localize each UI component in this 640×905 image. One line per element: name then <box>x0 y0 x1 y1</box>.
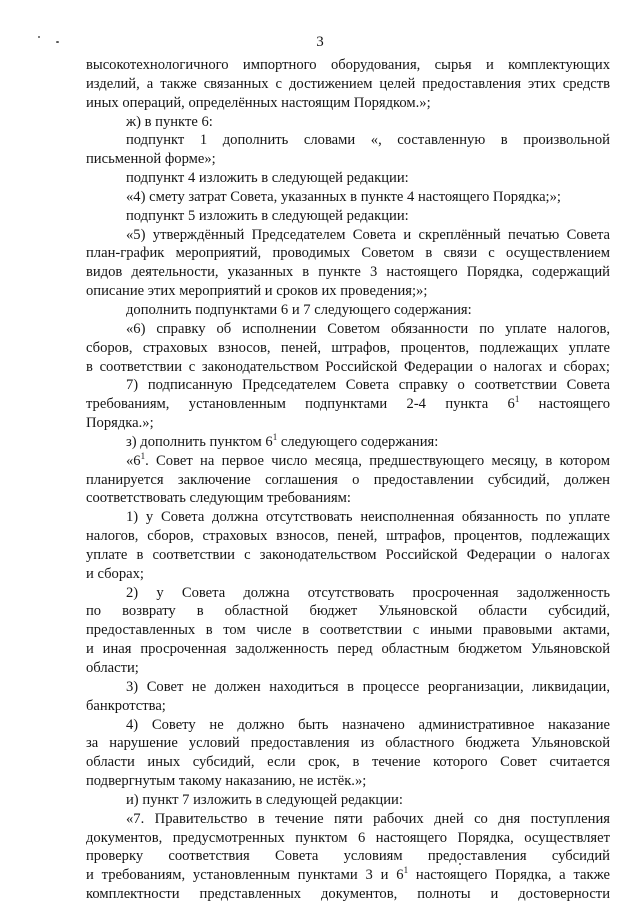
text-line-content: сборов, страховых взносов, пеней, штрафов, процентов, подлежащих уплате <box>86 339 610 356</box>
text-line <box>86 527 610 546</box>
text-line-content: области иных субсидий, если срок, в течение которого Совет считается <box>86 754 610 771</box>
superscript: 1 <box>272 432 278 442</box>
text-line-content: и) пункт 7 изложить в следующей редакции: <box>126 791 403 808</box>
text-line-content: «7. Правительство в течение пяти рабочих дней со дня поступления <box>126 810 610 827</box>
text-line-content: з) дополнить пунктом 6 <box>126 433 273 450</box>
text-line <box>86 772 610 791</box>
text-line-content: за нарушение условий предоставления из областного бюджета Ульяновской <box>86 735 610 752</box>
text-line-content: ж) в пункте 6: <box>126 113 213 130</box>
text-line-content: комплектности представленных документов, полноты и достоверности <box>86 886 610 903</box>
superscript: 1 <box>514 395 520 405</box>
text-line <box>86 584 610 603</box>
text-line <box>86 471 610 490</box>
text-line-content: и сборах; <box>86 565 144 582</box>
text-line <box>86 885 610 904</box>
text-line <box>86 847 610 866</box>
text-line-content: настоящего Порядка, а также <box>408 867 610 884</box>
text-line-content: налогов, сборов, страховых взносов, пеней, штрафов, процентов, подлежащих <box>86 528 610 545</box>
text-line <box>86 602 610 621</box>
text-line <box>86 188 610 207</box>
text-line-content: 1) у Совета должна отсутствовать неисполненная обязанность по уплате <box>126 509 610 526</box>
text-line <box>86 244 610 263</box>
text-line-content: высокотехнологичного импортного оборудования, сырья и комплектующих <box>86 57 610 73</box>
text-line <box>86 282 610 301</box>
text-line-content: 3) Совет не должен находиться в процессе реорганизации, ликвидации, <box>126 678 610 695</box>
document-body <box>86 56 610 904</box>
text-line <box>86 829 610 848</box>
text-line-content: изделий, а также связанных с достижением целей предоставления этих средств <box>86 75 610 92</box>
text-line <box>86 226 610 245</box>
text-line-content: по возврату в областной бюджет Ульяновской области субсидий, <box>86 603 610 620</box>
text-line <box>86 678 610 697</box>
text-line <box>86 565 610 584</box>
text-line <box>86 207 610 226</box>
text-line <box>86 452 610 471</box>
text-line-content: 2) у Совета должна отсутствовать просроченная задолженность <box>126 584 610 601</box>
text-line-content: планируется заключение соглашения о предоставлении субсидий, должен <box>86 471 610 488</box>
text-line-content: подвергнутым такому наказанию, не истёк.»; <box>86 773 367 790</box>
text-line-content: план-график мероприятий, проводимых Советом в связи с осуществлением <box>86 245 610 262</box>
text-line <box>86 716 610 735</box>
text-line-content: уплате в соответствии с законодательством Российской Федерации о налогах <box>86 546 610 563</box>
text-line <box>86 791 610 810</box>
text-line-content: 4) Совету не должно быть назначено административное наказание <box>126 716 610 733</box>
text-line <box>86 546 610 565</box>
superscript: 1 <box>140 451 146 461</box>
text-line-content: 7) подписанную Председателем Совета справку о соответствии Совета <box>126 377 610 394</box>
text-line <box>86 395 610 414</box>
text-line-content: «4) смету затрат Совета, указанных в пункте 4 настоящего Порядка;»; <box>126 188 561 205</box>
text-line <box>86 753 610 772</box>
text-line-content: описание этих мероприятий и сроков их проведения;»; <box>86 283 428 300</box>
text-line <box>86 113 610 132</box>
text-line <box>86 320 610 339</box>
text-line-content: настоящего <box>519 396 610 413</box>
text-line-content: соответствовать следующим требованиям: <box>86 490 351 507</box>
text-line-content: «6 <box>126 452 141 469</box>
text-line <box>86 358 610 377</box>
text-line-content: подпункт 4 изложить в следующей редакции: <box>126 170 409 187</box>
text-line-content: подпункт 1 дополнить словами «, составленную в произвольной <box>126 132 610 149</box>
text-line-content: области; <box>86 660 139 676</box>
text-line <box>86 697 610 716</box>
text-line <box>86 131 610 150</box>
text-line-content: «6) справку об исполнении Советом обязанности по уплате налогов, <box>126 320 610 337</box>
text-line-content: . Совет на первое число месяца, предшествующего месяцу, в котором <box>145 452 610 469</box>
text-line-content: проверку соответствия Совета условиям предоставления субсидий <box>86 848 610 865</box>
text-line <box>86 263 610 282</box>
text-line <box>86 376 610 395</box>
text-line <box>86 75 610 94</box>
text-line-content: подпункт 5 изложить в следующей редакции: <box>126 207 409 224</box>
text-line <box>86 659 610 678</box>
text-line-content: в соответствии с законодательством Российской Федерации о налогах и сборах; <box>86 358 610 375</box>
text-line <box>86 94 610 113</box>
text-line <box>86 56 610 75</box>
text-line-content: следующего содержания: <box>277 433 439 450</box>
text-line-content: «5) утверждённый Председателем Совета и скреплённый печатью Совета <box>126 226 610 243</box>
text-line <box>86 489 610 508</box>
text-line-content: документов, предусмотренных пунктом 6 настоящего Порядка, осуществляет <box>86 829 610 846</box>
text-line <box>86 414 610 433</box>
text-line-content: банкротства; <box>86 697 166 714</box>
text-line <box>86 150 610 169</box>
text-line <box>86 810 610 829</box>
text-line-content: и иная просроченная задолженность перед областным бюджетом Ульяновской <box>86 641 610 658</box>
text-line <box>86 508 610 527</box>
page-number: 3 <box>316 34 324 50</box>
text-line <box>86 433 610 452</box>
text-line <box>86 169 610 188</box>
text-line-content: дополнить подпунктами 6 и 7 следующего содержания: <box>126 301 472 318</box>
text-line <box>86 734 610 753</box>
text-line-content: требованиям, установленным подпунктами 2-4 пункта 6 <box>86 396 515 413</box>
text-line <box>86 640 610 659</box>
text-line-content: иных операций, определённых настоящим Порядком.»; <box>86 94 431 111</box>
text-line <box>86 339 610 358</box>
text-line <box>86 866 610 885</box>
text-line-content: письменной форме»; <box>86 151 216 168</box>
text-line-content: предоставленных в том числе в соответствии с иными правовыми актами, <box>86 622 610 639</box>
text-line <box>86 621 610 640</box>
text-line <box>86 301 610 320</box>
superscript: 1 <box>403 866 409 876</box>
text-line-content: видов деятельности, указанных в пункте 3 настоящего Порядка, содержащий <box>86 264 610 281</box>
text-line-content: и требованиям, установленным пунктами 3 и 6 <box>86 867 404 884</box>
text-line-content: Порядка.»; <box>86 415 154 432</box>
